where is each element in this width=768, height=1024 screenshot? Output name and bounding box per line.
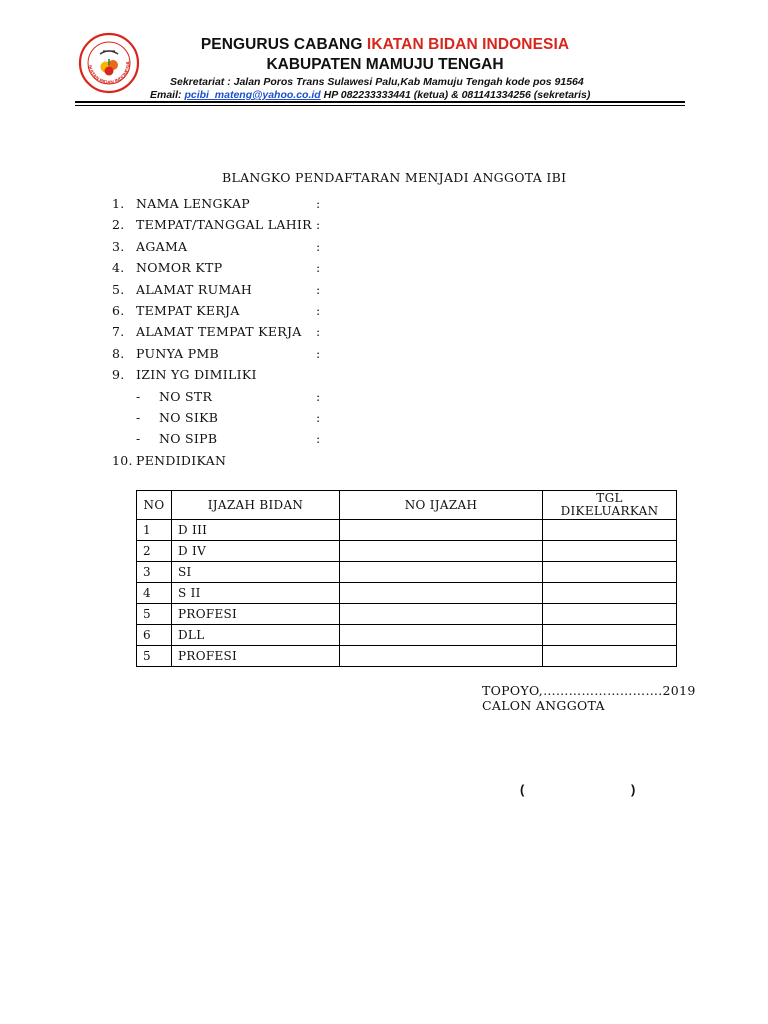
field-number: 1.	[112, 196, 125, 211]
field-colon[interactable]: :	[316, 238, 321, 254]
row-no-ijazah-cell[interactable]	[340, 541, 543, 562]
row-ijazah: PROFESI	[172, 646, 340, 667]
row-no-ijazah-cell[interactable]	[340, 646, 543, 667]
field-dash: -	[136, 388, 141, 404]
field-number: 5.	[112, 281, 125, 297]
field-colon[interactable]: :	[316, 388, 321, 404]
field-label: ALAMAT RUMAH	[136, 281, 253, 297]
signature-close-paren: )	[631, 782, 636, 797]
table-row	[137, 541, 677, 562]
field-label: NO SIPB	[159, 431, 218, 447]
field-label: NO SIKB	[159, 409, 219, 425]
row-tgl-cell[interactable]	[543, 583, 677, 604]
field-number: 6.	[112, 302, 125, 318]
table-header-row	[137, 491, 677, 520]
field-label: PUNYA PMB	[136, 345, 220, 361]
letterhead-title: PENGURUS CABANG IKATAN BIDAN INDONESIA	[200, 36, 570, 53]
table-row	[137, 520, 677, 541]
row-ijazah: S II	[172, 583, 340, 604]
letterhead-address: Sekretariat : Jalan Poros Trans Sulawesi Palu,Kab Mamuju Tengah kode pos 91564	[170, 76, 584, 88]
row-no: 4	[137, 583, 172, 604]
row-ijazah: D IV	[172, 541, 340, 562]
header-ijazah-bidan: IJAZAH BIDAN	[172, 491, 340, 520]
table-row	[137, 625, 677, 646]
table-row	[137, 562, 677, 583]
field-colon[interactable]: :	[316, 302, 321, 318]
table-row	[137, 604, 677, 625]
table-row	[137, 646, 677, 667]
field-label: TEMPAT KERJA	[136, 302, 240, 318]
field-colon[interactable]: :	[316, 409, 321, 425]
row-tgl-cell[interactable]	[543, 562, 677, 583]
field-colon[interactable]: :	[316, 345, 321, 361]
row-no-ijazah-cell[interactable]	[340, 604, 543, 625]
education-table	[136, 490, 677, 667]
row-tgl-cell[interactable]	[543, 541, 677, 562]
signature-open-paren: (	[520, 782, 525, 797]
field-number: 7.	[112, 324, 125, 340]
row-no: 5	[137, 604, 172, 625]
row-no: 2	[137, 541, 172, 562]
row-no: 3	[137, 562, 172, 583]
field-label: AGAMA	[136, 238, 188, 254]
row-ijazah: DLL	[172, 625, 340, 646]
field-colon[interactable]: :	[316, 281, 321, 297]
ibi-logo-icon	[78, 32, 140, 94]
field-number: 2.	[112, 217, 125, 233]
row-tgl-cell[interactable]	[543, 625, 677, 646]
row-no: 1	[137, 520, 172, 541]
letterhead-contact: Email: pcibi_mateng@yahoo.co.id HP 082233333441 (ketua) & 081141334256 (sekretaris)	[150, 89, 591, 101]
place-date: TOPOYO,……………………….2019	[482, 683, 696, 698]
field-number: 8.	[112, 345, 125, 361]
field-colon[interactable]: :	[316, 324, 321, 340]
row-ijazah: D III	[172, 520, 340, 541]
header-no-ijazah: NO IJAZAH	[340, 491, 543, 520]
field-number: 4.	[112, 260, 125, 276]
row-no: 6	[137, 625, 172, 646]
header-tgl-dikeluarkan: TGL DIKELUARKAN	[543, 491, 677, 520]
letterhead-subtitle: KABUPATEN MAMUJU TENGAH	[266, 56, 504, 73]
row-tgl-cell[interactable]	[543, 604, 677, 625]
field-number: 10.	[112, 452, 133, 468]
field-colon[interactable]: :	[316, 260, 321, 276]
field-colon[interactable]: :	[316, 196, 321, 211]
row-ijazah: PROFESI	[172, 604, 340, 625]
email-link[interactable]: pcibi_mateng@yahoo.co.id	[184, 89, 321, 101]
header-divider	[75, 101, 685, 103]
row-no-ijazah-cell[interactable]	[340, 562, 543, 583]
field-colon[interactable]: :	[316, 217, 321, 233]
field-number: 3.	[112, 238, 125, 254]
row-no-ijazah-cell[interactable]	[340, 583, 543, 604]
field-label: PENDIDIKAN	[136, 452, 227, 468]
signature-role: CALON ANGGOTA	[482, 698, 605, 713]
field-dash: -	[136, 409, 141, 425]
field-label: NO STR	[159, 388, 213, 404]
row-no-ijazah-cell[interactable]	[340, 625, 543, 646]
header-divider-thin	[75, 105, 685, 106]
row-no-ijazah-cell[interactable]	[340, 520, 543, 541]
form-title: BLANGKO PENDAFTARAN MENJADI ANGGOTA IBI	[222, 170, 567, 185]
row-tgl-cell[interactable]	[543, 520, 677, 541]
field-dash: -	[136, 431, 141, 447]
field-label: NOMOR KTP	[136, 260, 223, 276]
header-no: NO	[137, 491, 172, 520]
row-ijazah: SI	[172, 562, 340, 583]
field-label: ALAMAT TEMPAT KERJA	[136, 324, 302, 340]
field-label: TEMPAT/TANGGAL LAHIR	[136, 217, 312, 233]
row-tgl-cell[interactable]	[543, 646, 677, 667]
field-label: NAMA LENGKAP	[136, 196, 250, 211]
table-row	[137, 583, 677, 604]
field-colon[interactable]: :	[316, 431, 321, 447]
field-number: 9.	[112, 367, 125, 383]
logo-text: IKATAN BIDAN INDONESIA	[86, 61, 133, 87]
row-no: 5	[137, 646, 172, 667]
field-label: IZIN YG DIMILIKI	[136, 367, 257, 383]
